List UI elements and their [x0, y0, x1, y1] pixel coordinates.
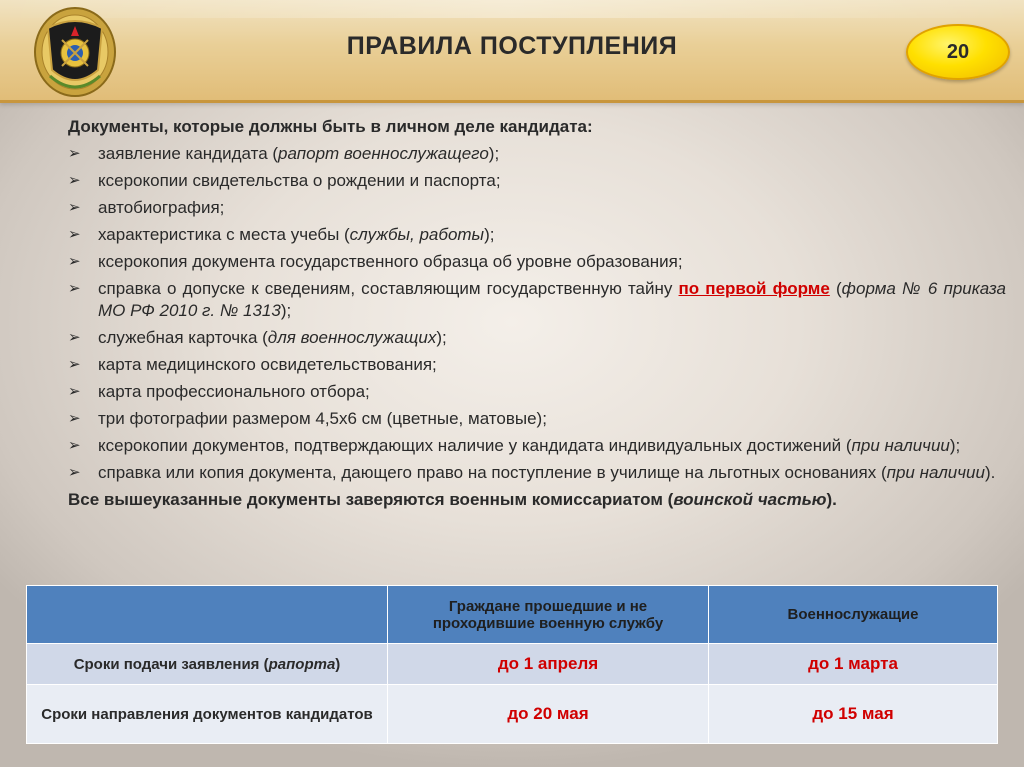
list-item: [68, 381, 1006, 403]
italic-text: при наличии: [851, 436, 950, 455]
documents-section: [68, 116, 1006, 511]
text-segment: );: [484, 225, 495, 244]
certification-note: [68, 489, 1006, 511]
list-item: [68, 170, 1006, 192]
military-deadline: до 1 марта: [709, 644, 998, 685]
text-segment: ).: [984, 463, 996, 482]
documents-heading: Документы, которые должны быть в личном деле кандидата:: [68, 117, 593, 136]
text-segment: автобиография;: [98, 198, 225, 217]
header-highlight: [0, 0, 1024, 18]
header-bar: [0, 0, 1024, 103]
italic-text: для военнослужащих: [267, 328, 437, 347]
text-segment: характеристика с места учебы (: [98, 225, 350, 244]
page-title: ПРАВИЛА ПОСТУПЛЕНИЯ: [346, 32, 678, 60]
list-item: [68, 278, 1006, 322]
text-segment: справка о допуске к сведениям, составляющим государственную тайну: [98, 279, 679, 298]
highlight-text: по первой форме: [678, 279, 830, 298]
military-deadline: до 15 мая: [709, 685, 998, 744]
text-segment: три фотографии размером 4,5х6 см (цветные, матовые);: [98, 409, 547, 428]
text-segment: карта профессионального отбора;: [98, 382, 370, 401]
list-item: [68, 197, 1006, 219]
list-item: [68, 251, 1006, 273]
arrow-bullet-icon: ➢: [68, 253, 81, 270]
table-row: [27, 644, 998, 685]
table-header-row: [27, 586, 998, 644]
deadlines-table: [26, 585, 998, 744]
arrow-bullet-icon: ➢: [68, 437, 81, 454]
text-segment: Все вышеуказанные документы заверяются военным комиссариатом (: [68, 490, 674, 509]
table-row: [27, 685, 998, 744]
italic-text: при наличии: [886, 463, 985, 482]
list-item: [68, 462, 1006, 484]
table-header-military: Военнослужащие: [709, 586, 998, 644]
list-item: [68, 435, 1006, 457]
text-segment: Сроки подачи заявления (: [73, 655, 269, 673]
arrow-bullet-icon: ➢: [68, 383, 81, 400]
list-item: [68, 224, 1006, 246]
arrow-bullet-icon: ➢: [68, 329, 81, 346]
list-item: [68, 327, 1006, 349]
arrow-bullet-icon: ➢: [68, 356, 81, 373]
civil-deadline: до 1 апреля: [388, 644, 709, 685]
italic-text: рапорт военнослужащего: [278, 144, 489, 163]
text-segment: ксерокопии документов, подтверждающих наличие у кандидата индивидуальных достижений (: [98, 436, 852, 455]
text-segment: );: [488, 144, 500, 163]
civil-deadline: до 20 мая: [388, 685, 709, 744]
italic-text: рапорта: [268, 655, 336, 673]
list-item: [68, 143, 1006, 165]
text-segment: Сроки направления документов кандидатов: [41, 705, 373, 723]
italic-text: службы, работы: [349, 225, 485, 244]
arrow-bullet-icon: ➢: [68, 410, 81, 427]
text-segment: );: [280, 301, 292, 320]
row-label: [27, 685, 388, 744]
text-segment: справка или копия документа, дающего право на поступление в училище на льготных основаниях (: [98, 463, 887, 482]
arrow-bullet-icon: ➢: [68, 226, 81, 243]
page-number-badge: 20: [906, 24, 1010, 80]
text-segment: (: [829, 279, 842, 298]
text-segment: ксерокопии свидетельства о рождении и паспорта;: [98, 171, 501, 190]
arrow-bullet-icon: ➢: [68, 280, 81, 297]
arrow-bullet-icon: ➢: [68, 172, 81, 189]
italic-text: форма № 6 приказа МО РФ 2010 г. № 1313: [98, 279, 1007, 320]
documents-list: [68, 143, 1006, 484]
table-header-empty: [27, 586, 388, 644]
arrow-bullet-icon: ➢: [68, 145, 81, 162]
list-item: [68, 354, 1006, 376]
text-segment: заявление кандидата (: [98, 144, 279, 163]
text-segment: ксерокопия документа государственного образца об уровне образования;: [98, 252, 683, 271]
text-segment: );: [436, 328, 447, 347]
list-item: [68, 408, 1006, 430]
text-segment: служебная карточка (: [98, 328, 268, 347]
text-segment: карта медицинского освидетельствования;: [98, 355, 437, 374]
arrow-bullet-icon: ➢: [68, 464, 81, 481]
table-header-civilians: Граждане прошедшие и не проходившие военную службу: [388, 586, 709, 644]
text-segment: ).: [826, 490, 837, 509]
row-label: [27, 644, 388, 685]
italic-text: воинской частью: [673, 490, 827, 509]
text-segment: ): [335, 655, 341, 673]
text-segment: );: [949, 436, 961, 455]
arrow-bullet-icon: ➢: [68, 199, 81, 216]
